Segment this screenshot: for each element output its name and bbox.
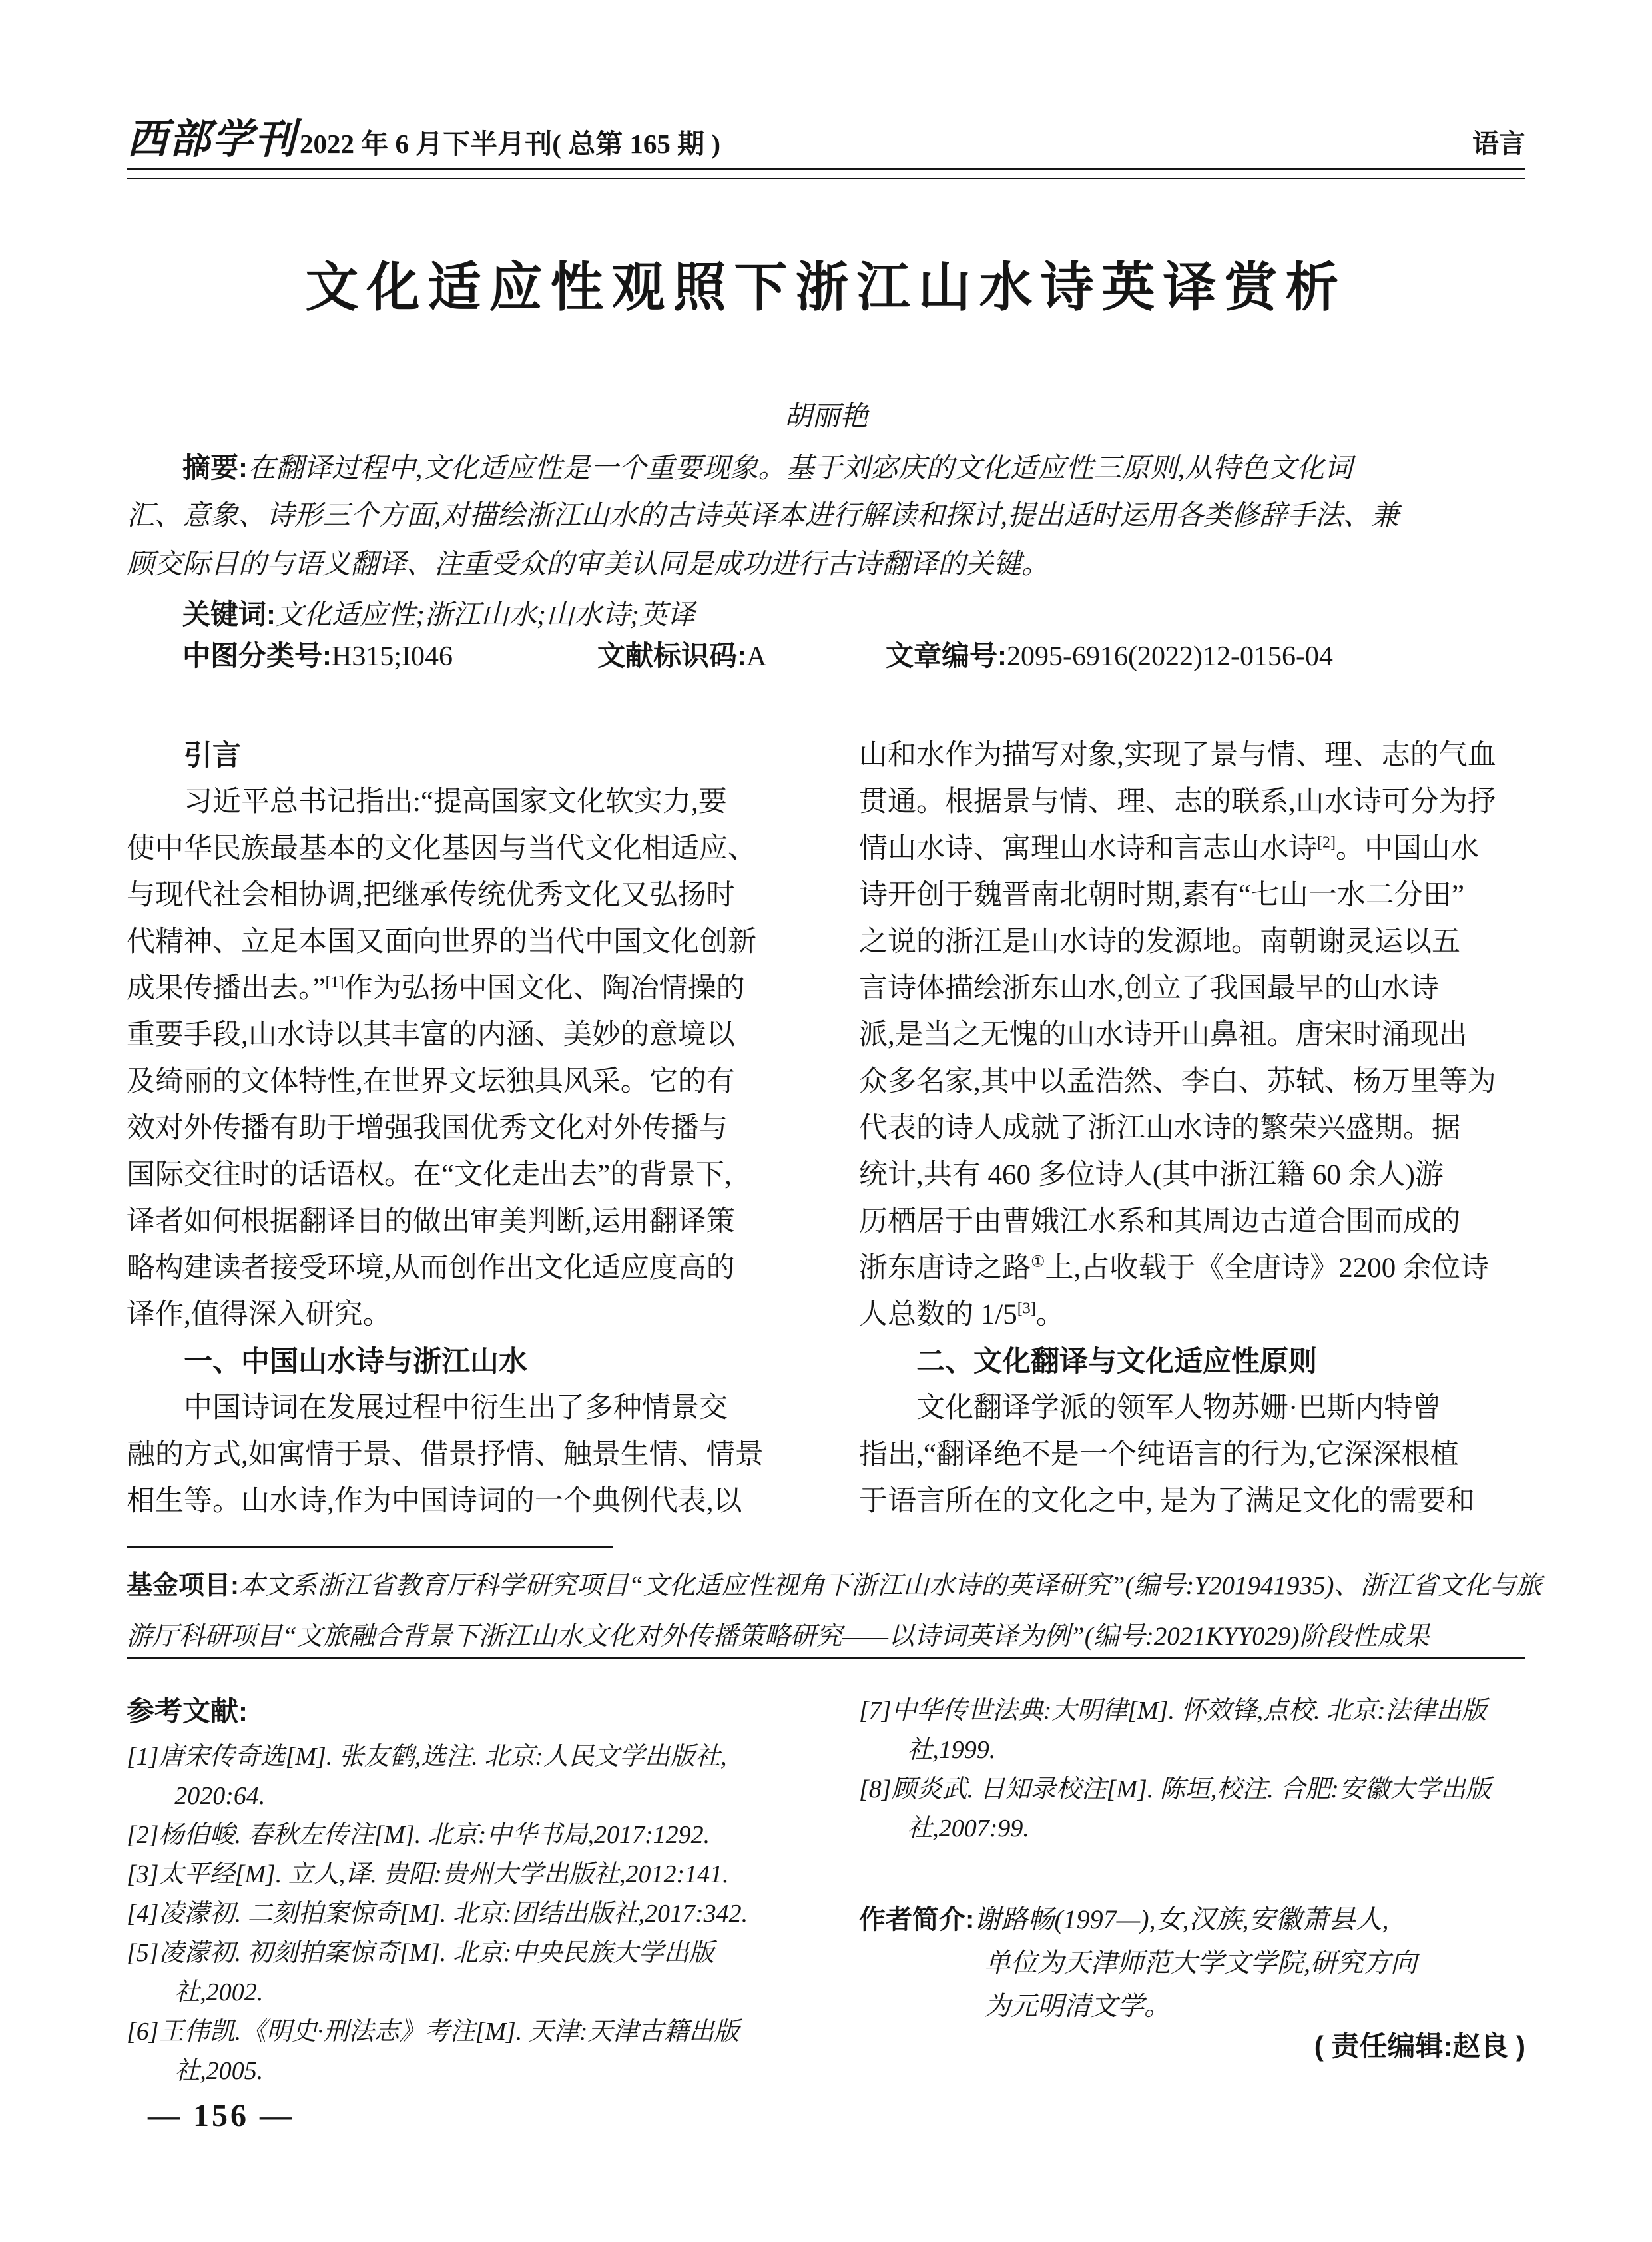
body-line: 成果传播出去。”[1]作为弘扬中国文化、陶冶情操的: [127, 973, 745, 1004]
issue-info: 2022 年 6 月下半月刊( 总第 165 期 ): [300, 129, 721, 159]
page-number: — 156 —: [148, 2098, 294, 2133]
body-line: 诗开创于魏晋南北朝时期,素有“七山一水二分田”: [859, 880, 1464, 911]
abstract-line: 汇、意象、诗形三个方面,对描绘浙江山水的古诗英译本进行解读和探讨,提出适时运用各类修辞手法、兼: [127, 501, 1400, 531]
body-line: 文化翻译学派的领军人物苏姗·巴斯内特曾: [916, 1392, 1442, 1424]
body-line: 山和水作为描写对象,实现了景与情、理、志的气血: [859, 740, 1496, 771]
article-author: 胡丽艳: [784, 402, 868, 432]
article-id-group: [886, 641, 1333, 672]
footnote-separator-rule: [127, 1546, 613, 1548]
body-line: 浙东唐诗之路①上,占收载于《全唐诗》2200 余位诗: [859, 1253, 1490, 1284]
field-label: 基金项目:: [127, 1571, 239, 1600]
body-line: 效对外传播有助于增强我国优秀文化对外传播与: [127, 1113, 728, 1144]
article-id-value: 2095-6916(2022)12-0156-04: [1007, 641, 1333, 672]
field-label: 关键词:: [182, 599, 276, 630]
fund-line: 基金项目:本文系浙江省教育厅科学研究项目“文化适应性视角下浙江山水诗的英译研究”(编号:Y201941935)、浙江省文化与旅: [127, 1571, 1542, 1600]
reference-line: [8]顾炎武. 日知录校注[M]. 陈垣,校注. 合肥:安徽大学出版: [859, 1775, 1491, 1803]
abstract-line: 摘要:在翻译过程中,文化适应性是一个重要现象。基于刘宓庆的文化适应性三原则,从特色文化词: [182, 452, 1353, 484]
body-line: 及绮丽的文体特性,在世界文坛独具风采。它的有: [127, 1066, 735, 1097]
superscript-ref: [2]: [1317, 834, 1336, 852]
page-header: [127, 115, 1525, 163]
section-label: 语言: [1472, 129, 1525, 158]
keywords-block: [127, 591, 1525, 638]
body-line: 相生等。山水诗,作为中国诗词的一个典例代表,以: [127, 1486, 742, 1517]
article-title: 文化适应性观照下浙江山水诗英译赏析: [305, 259, 1347, 318]
doc-code-label: 文献标识码:: [597, 640, 746, 671]
body-line: 派,是当之无愧的山水诗开山鼻祖。唐宋时涌现出: [859, 1019, 1468, 1051]
body-line: 指出,“翻译绝不是一个纯语言的行为,它深深根植: [859, 1439, 1459, 1470]
keywords-line: 关键词:文化适应性;浙江山水;山水诗;英译: [182, 599, 695, 631]
body-line: 众多名家,其中以孟浩然、李白、苏轼、杨万里等为: [859, 1066, 1496, 1097]
clc-value: H315;I046: [332, 641, 453, 672]
header-left: [127, 115, 721, 163]
reference-line: [3]太平经[M]. 立人,译. 贵阳:贵州大学出版社,2012:141.: [127, 1860, 729, 1888]
field-label: 摘要:: [182, 452, 248, 483]
body-line: 代表的诗人成就了浙江山水诗的繁荣兴盛期。据: [859, 1113, 1460, 1144]
clc-group: [182, 634, 597, 674]
abstract-block: [127, 443, 1525, 589]
author-bio-line: 为元明清文学。: [984, 1991, 1171, 2021]
body-line: 历栖居于由曹娥江水系和其周边古道合围而成的: [859, 1206, 1460, 1237]
field-label: 作者简介:: [859, 1905, 975, 1934]
body-column-right: [859, 732, 1525, 1525]
body-line: 译作,值得深入研究。: [127, 1299, 392, 1330]
doc-code-value: A: [746, 641, 767, 672]
reference-line: [5]凌濛初. 初刻拍案惊奇[M]. 北京:中央民族大学出版: [127, 1939, 714, 1967]
body-line: 译者如何根据翻译目的做出审美判断,运用翻译策: [127, 1206, 735, 1237]
body-line: 与现代社会相协调,把继承传统优秀文化又弘扬时: [127, 880, 735, 911]
superscript-ref: [1]: [325, 974, 344, 991]
reference-line: [7]中华传世法典:大明律[M]. 怀效锋,点校. 北京:法律出版: [859, 1697, 1487, 1725]
meta-line: [127, 634, 1525, 674]
body-line: 重要手段,山水诗以其丰富的内涵、美妙的意境以: [127, 1019, 735, 1051]
reference-line: 社,2002.: [174, 1978, 264, 2006]
references-column-right: [859, 1691, 1525, 1848]
body-line: 引言: [184, 740, 241, 772]
references-list-left: [127, 1737, 792, 2091]
body-line: 情山水诗、寓理山水诗和言志山水诗[2]。中国山水: [859, 833, 1479, 864]
reference-line: [1]唐宋传奇选[M]. 张友鹤,选注. 北京:人民文学出版社,: [127, 1743, 727, 1771]
reference-line: [2]杨伯峻. 春秋左传注[M]. 北京:中华书局,2017:1292.: [127, 1821, 710, 1849]
body-line: 代精神、立足本国又面向世界的当代中国文化创新: [127, 926, 756, 958]
reference-line: 社,2005.: [174, 2057, 264, 2085]
body-line: 习近平总书记指出:“提高国家文化软实力,要: [184, 786, 727, 818]
fund-line: 游厅科研项目“文旅融合背景下浙江山水文化对外传播策略研究——以诗词英译为例”(编号:2021KYY029)阶段性成果: [127, 1622, 1430, 1651]
reference-line: 社,1999.: [907, 1736, 996, 1764]
references-heading: 参考文献:: [127, 1695, 248, 1727]
body-column-left: [127, 732, 769, 1525]
fund-project-note: [127, 1561, 1542, 1662]
body-line: 人总数的 1/5[3]。: [859, 1299, 1065, 1330]
body-columns: [127, 732, 1525, 1525]
superscript-ref: ①: [1031, 1253, 1045, 1271]
doc-code-group: [597, 634, 886, 674]
superscript-ref: [3]: [1017, 1300, 1036, 1318]
author-bio: [859, 1898, 1525, 2028]
journal-logo: 西部学刊: [127, 115, 298, 163]
reference-line: [6]王伟凯.《明史·刑法志》考注[M]. 天津:天津古籍出版: [127, 2018, 740, 2046]
abstract-line: 顾交际目的与语义翻译、注重受众的审美认同是成功进行古诗翻译的关键。: [127, 549, 1050, 580]
body-line: 一、中国山水诗与浙江山水: [184, 1346, 527, 1378]
body-line: 中国诗词在发展过程中衍生出了多种情景交: [184, 1392, 728, 1424]
references-column-left: [127, 1692, 792, 2091]
body-line: 统计,共有 460 多位诗人(其中浙江籍 60 余人)游: [859, 1159, 1444, 1191]
body-line: 融的方式,如寓情于景、借景抒情、触景生情、情景: [127, 1439, 764, 1470]
body-line: 之说的浙江是山水诗的发源地。南朝谢灵运以五: [859, 926, 1460, 958]
section-divider-rule: [127, 1657, 1525, 1659]
body-line: 贯通。根据景与情、理、志的联系,山水诗可分为抒: [859, 786, 1496, 818]
body-line: 于语言所在的文化之中, 是为了满足文化的需要和: [859, 1486, 1475, 1517]
body-line: 略构建读者接受环境,从而创作出文化适应度高的: [127, 1253, 735, 1284]
header-double-rule: [127, 168, 1525, 179]
body-line: 二、文化翻译与文化适应性原则: [916, 1346, 1317, 1378]
reference-line: [4]凌濛初. 二刻拍案惊奇[M]. 北京:团结出版社,2017:342.: [127, 1900, 748, 1928]
body-line: 言诗体描绘浙东山水,创立了我国最早的山水诗: [859, 973, 1439, 1004]
body-line: 国际交往时的话语权。在“文化走出去”的背景下,: [127, 1159, 732, 1191]
reference-line: 2020:64.: [174, 1782, 266, 1810]
article-id-label: 文章编号:: [886, 640, 1007, 671]
reference-line: 社,2007:99.: [907, 1815, 1029, 1842]
author-bio-line: 作者简介:谢路畅(1997—),女,汉族,安徽萧县人,: [859, 1904, 1389, 1934]
managing-editor-note: ( 责任编辑:赵良 ): [1314, 2030, 1525, 2062]
author-bio-line: 单位为天津师范大学文学院,研究方向: [984, 1948, 1417, 1978]
body-line: 使中华民族最基本的文化基因与当代文化相适应、: [127, 833, 756, 864]
clc-label: 中图分类号:: [182, 640, 332, 671]
